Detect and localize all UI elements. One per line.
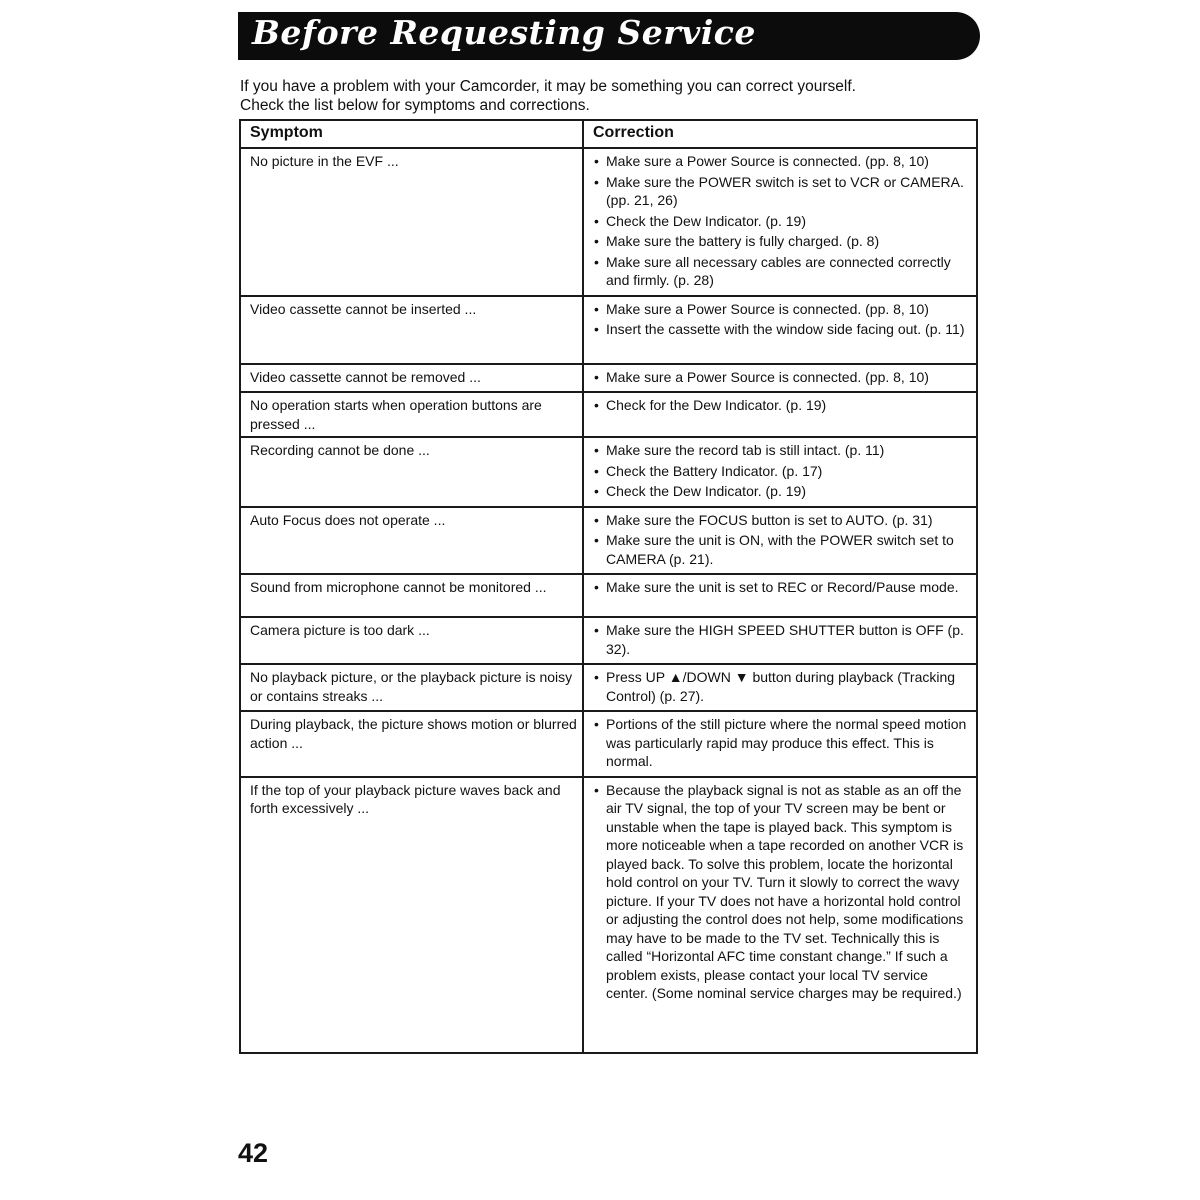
correction-item: • Make sure the unit is ON, with the POWER switch set to CAMERA (p. 21). <box>593 531 972 568</box>
troubleshooting-table <box>239 119 978 1054</box>
symptom-cell: If the top of your playback picture waves back and forth excessively ... <box>240 777 583 1054</box>
correction-item: • Check the Dew Indicator. (p. 19) <box>593 482 972 501</box>
page-number: 42 <box>238 1138 269 1168</box>
correction-cell <box>583 296 977 364</box>
correction-list <box>593 621 972 658</box>
correction-item: • Make sure the POWER switch is set to VCR or CAMERA. (pp. 21, 26) <box>593 173 972 210</box>
table-header-row <box>240 120 977 148</box>
correction-list <box>593 152 972 290</box>
correction-cell <box>583 711 977 777</box>
correction-list <box>593 668 972 705</box>
intro-line: Check the list below for symptoms and corrections. <box>240 97 590 114</box>
correction-cell <box>583 507 977 575</box>
correction-item: • Check for the Dew Indicator. (p. 19) <box>593 396 972 415</box>
correction-item: • Check the Battery Indicator. (p. 17) <box>593 462 972 481</box>
correction-item: • Press UP ▲/DOWN ▼ button during playback (Tracking Control) (p. 27). <box>593 668 972 705</box>
correction-item: • Make sure a Power Source is connected. (pp. 8, 10) <box>593 368 972 387</box>
symptom-cell: No operation starts when operation buttons are pressed ... <box>240 392 583 437</box>
table-row <box>240 148 977 296</box>
symptom-column-header: Symptom <box>240 120 583 148</box>
correction-list <box>593 578 972 597</box>
table-row <box>240 777 977 1054</box>
symptom-cell: Sound from microphone cannot be monitored ... <box>240 574 583 617</box>
correction-list <box>593 441 972 501</box>
table-row <box>240 392 977 437</box>
symptom-cell: Camera picture is too dark ... <box>240 617 583 664</box>
correction-list <box>593 781 972 1003</box>
table-row <box>240 364 977 393</box>
intro-text <box>240 77 980 115</box>
correction-cell <box>583 148 977 296</box>
symptom-cell: Auto Focus does not operate ... <box>240 507 583 575</box>
correction-item: • Make sure a Power Source is connected. (pp. 8, 10) <box>593 152 972 171</box>
correction-list <box>593 511 972 569</box>
symptom-cell: Video cassette cannot be inserted ... <box>240 296 583 364</box>
correction-item: • Portions of the still picture where the normal speed motion was particularly rapid may produce this effect. This is normal. <box>593 715 972 771</box>
correction-cell <box>583 574 977 617</box>
correction-list <box>593 300 972 339</box>
correction-cell <box>583 664 977 711</box>
table-row <box>240 617 977 664</box>
correction-cell <box>583 777 977 1054</box>
symptom-cell: Video cassette cannot be removed ... <box>240 364 583 393</box>
correction-column-header: Correction <box>583 120 977 148</box>
correction-item: • Make sure the HIGH SPEED SHUTTER button is OFF (p. 32). <box>593 621 972 658</box>
table-row <box>240 296 977 364</box>
correction-cell <box>583 392 977 437</box>
intro-line: If you have a problem with your Camcorder, it may be something you can correct yourself. <box>240 78 856 95</box>
correction-item: • Because the playback signal is not as stable as an off the air TV signal, the top of your TV screen may be bent or unstable when the tape is played back. This symptom is more noticeable when a tape recorded on another VCR is played back. To solve this problem, locate the horizontal hold control on your TV. Turn it slowly to correct the wavy picture. If your TV does not have a horizontal hold control or adjusting the control does not help, some modifications may have to be made to the TV set. Technically this is called “Horizontal AFC time constant change.” If such a problem exists, please contact your local TV service center. (Some nominal service charges may be required.) <box>593 781 972 1003</box>
correction-list <box>593 368 972 387</box>
correction-list <box>593 715 972 771</box>
correction-item: • Make sure the FOCUS button is set to AUTO. (p. 31) <box>593 511 972 530</box>
symptom-cell: During playback, the picture shows motion or blurred action ... <box>240 711 583 777</box>
correction-item: • Make sure a Power Source is connected. (pp. 8, 10) <box>593 300 972 319</box>
symptom-cell: No playback picture, or the playback picture is noisy or contains streaks ... <box>240 664 583 711</box>
correction-item: • Insert the cassette with the window side facing out. (p. 11) <box>593 320 972 339</box>
correction-cell <box>583 617 977 664</box>
correction-item: • Make sure the battery is fully charged. (p. 8) <box>593 232 972 251</box>
page-title: Before Requesting Service <box>252 13 756 52</box>
table-row <box>240 507 977 575</box>
table-row <box>240 664 977 711</box>
correction-item: • Make sure all necessary cables are connected correctly and firmly. (p. 28) <box>593 253 972 290</box>
correction-cell <box>583 364 977 393</box>
symptom-cell: Recording cannot be done ... <box>240 437 583 507</box>
correction-list <box>593 396 972 415</box>
symptom-cell: No picture in the EVF ... <box>240 148 583 296</box>
correction-item: • Check the Dew Indicator. (p. 19) <box>593 212 972 231</box>
correction-item: • Make sure the record tab is still intact. (p. 11) <box>593 441 972 460</box>
correction-cell <box>583 437 977 507</box>
table-row <box>240 711 977 777</box>
title-banner <box>238 12 980 60</box>
correction-item: • Make sure the unit is set to REC or Record/Pause mode. <box>593 578 972 597</box>
table-row <box>240 574 977 617</box>
table-row <box>240 437 977 507</box>
